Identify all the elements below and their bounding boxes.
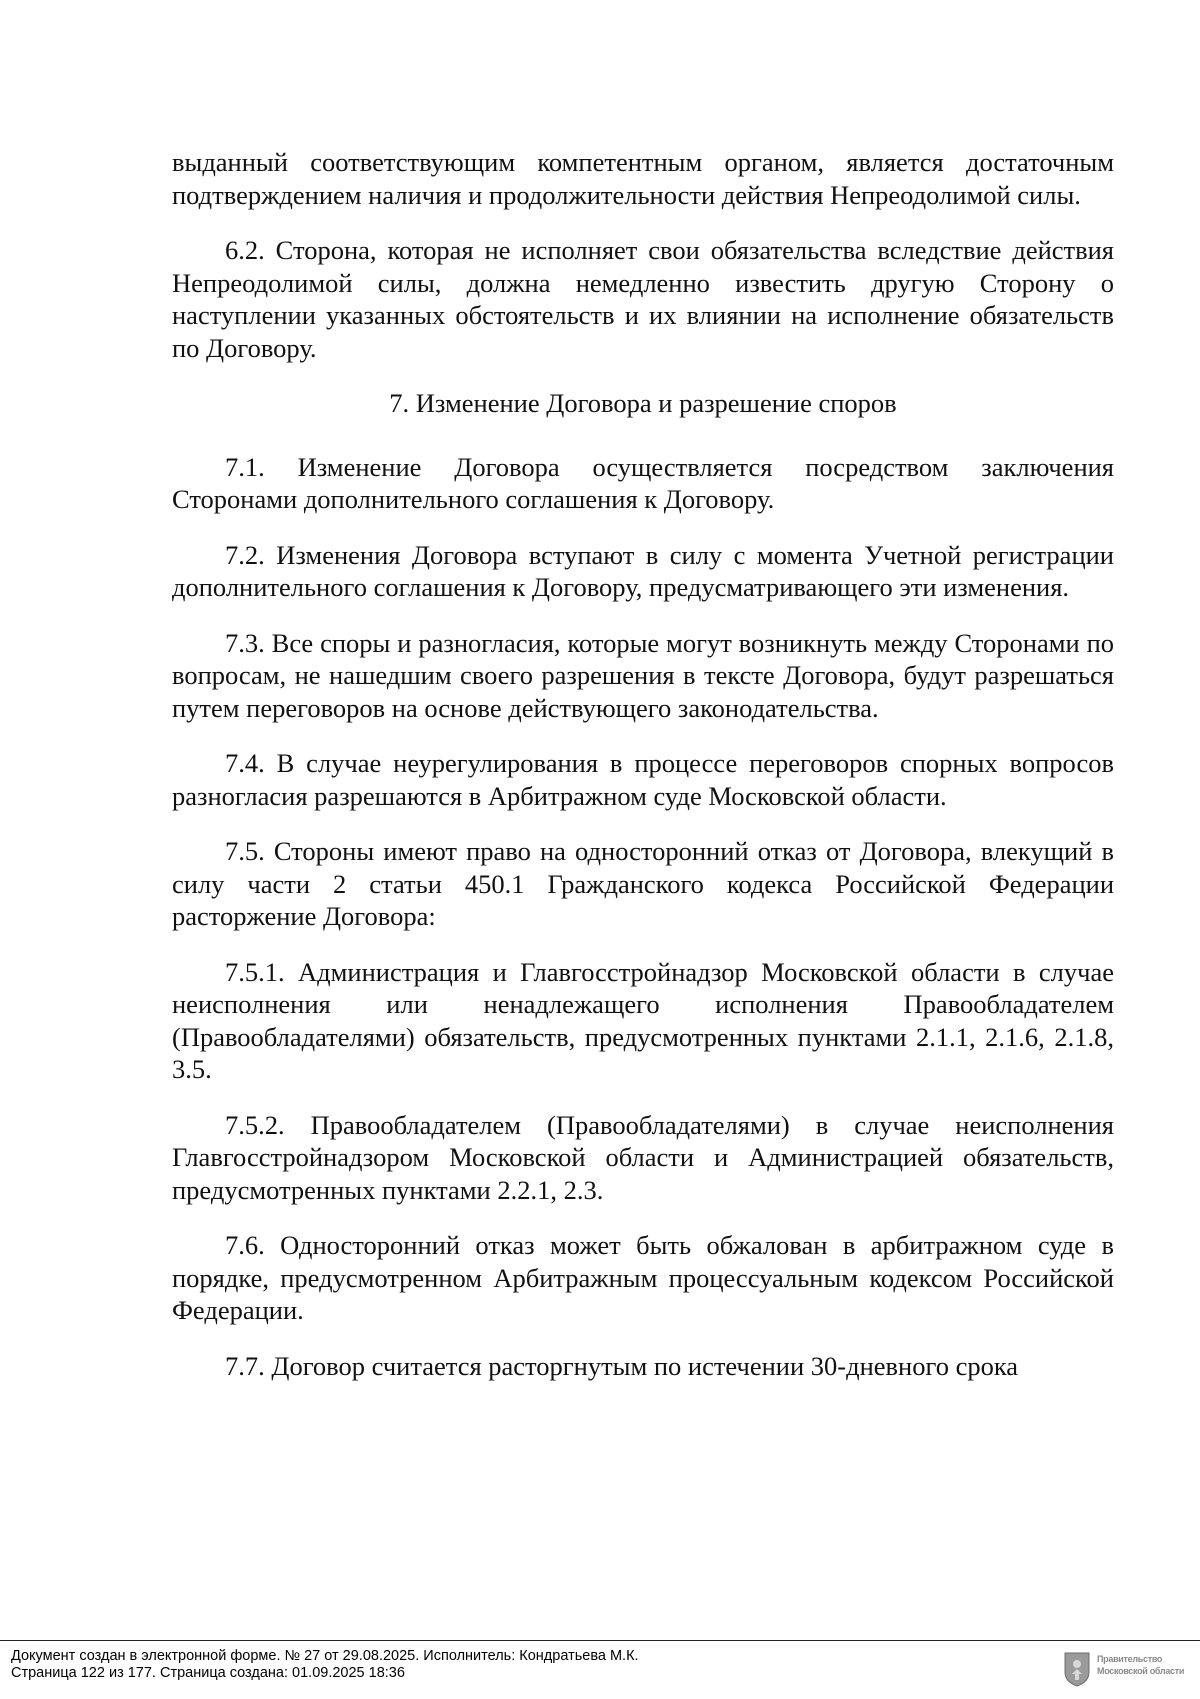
paragraph-7-1: 7.1. Изменение Договора осуществляется посредством заключения Сторонами дополнительного соглашения к Договору. [172,451,1114,514]
seal-caption-line-1: Правительство [1097,1654,1163,1664]
paragraph-7-6: 7.6. Односторонний отказ может быть обжалован в арбитражном суде в порядке, предусмотренном Арбитражным процессуальным кодексом Российской Федерации. [172,1230,1114,1325]
paragraph-force-majeure-end: выданный соответствующим компетентным органом, является достаточным подтверждением наличия и продолжительности действия Непреодолимой силы. [172,147,1114,210]
paragraph-6-2: 6.2. Сторона, которая не исполняет свои обязательства вследствие действия Непреодолимой силы, должна немедленно известить другую Сторону о наступлении указанных обстоятельств и их влиянии на исполнение обязательств по Договору. [172,235,1114,363]
paragraph-7-5-1: 7.5.1. Администрация и Главгосстройнадзор Московской области в случае неисполнения или ненадлежащего исполнения Правообладателем (Правообладателями) обязательств, предусмотренных пунктами 2.1.1, 2.1.6, 2.1.8, 3.5. [172,956,1114,1084]
section-heading-7: 7. Изменение Договора и разрешение споров [389,388,897,418]
footer-page-info: Страница 122 из 177. Страница создана: 01.09.2025 18:36 [11,1665,405,1681]
paragraph-7-3: 7.3. Все споры и разногласия, которые могут возникнуть между Сторонами по вопросам, не нашедшим своего разрешения в тексте Договора, будут разрешаться путем переговоров на основе действующего законодательства. [172,627,1114,723]
footer-document-info: Документ создан в электронной форме. № 27 от 29.08.2025. Исполнитель: Кондратьева М.К. [11,1648,639,1664]
paragraph-7-5-2: 7.5.2. Правообладателем (Правообладателями) в случае неисполнения Главгосстройнадзором Московской области и Администрацией обязательств, предусмотренных пунктами 2.2.1, 2.3. [172,1109,1114,1205]
document-body [172,146,1114,1382]
seal-caption-line-2: Московской области [1097,1666,1185,1676]
paragraph-7-2: 7.2. Изменения Договора вступают в силу с момента Учетной регистрации дополнительного соглашения к Договору, предусматривающего эти изменения. [172,539,1114,602]
seal-caption [1097,1653,1197,1677]
coat-of-arms-icon [1062,1650,1092,1688]
paragraph-7-5: 7.5. Стороны имеют право на односторонний отказ от Договора, влекущий в силу части 2 статьи 450.1 Гражданского кодекса Российской Федерации расторжение Договора: [172,836,1114,931]
paragraph-7-4: 7.4. В случае неурегулирования в процессе переговоров спорных вопросов разногласия разрешаются в Арбитражном суде Московской области. [172,748,1114,811]
paragraph-7-7: 7.7. Договор считается расторгнутым по истечении 30-дневного срока [225,1350,1019,1381]
document-footer [0,1640,1200,1699]
